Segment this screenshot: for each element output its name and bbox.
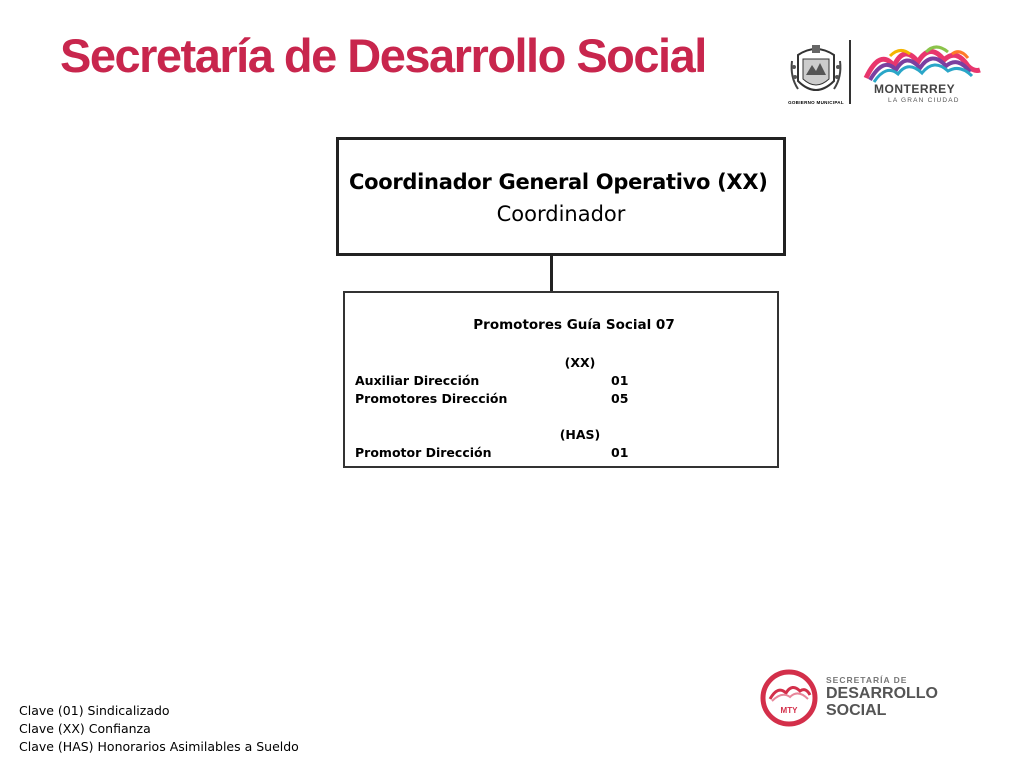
seal-caption: GOBIERNO MUNICIPAL — [788, 100, 844, 105]
org-connector-line — [550, 256, 553, 291]
org-node-child — [343, 291, 779, 468]
position-name: Promotores Dirección — [355, 391, 508, 406]
header-logos — [788, 38, 984, 110]
footer-logo-line1: SECRETARÍA DE — [826, 675, 908, 685]
logo-divider — [849, 40, 851, 104]
root-subtitle-text: Coordinador — [496, 202, 626, 226]
monterrey-mountains-icon — [860, 40, 982, 84]
legend-item: Clave (HAS) Honorarios Asimilables a Sueldo — [19, 739, 299, 754]
mty-circle-icon — [760, 669, 818, 727]
position-count: 01 — [611, 445, 629, 460]
group-label-has: (HAS) — [559, 427, 601, 442]
position-name: Auxiliar Dirección — [355, 373, 480, 388]
legend — [19, 702, 299, 756]
child-title: Promotores Guía Social 07 — [473, 317, 675, 333]
page-title: Secretaría de Desarrollo Social — [60, 29, 706, 82]
root-subtitle — [339, 202, 783, 226]
municipal-seal-icon — [788, 38, 844, 106]
position-count: 05 — [611, 391, 629, 406]
footer-logo — [760, 667, 960, 729]
city-tagline: LA GRAN CIUDAD — [888, 97, 960, 104]
footer-logo-line3: SOCIAL — [826, 702, 887, 719]
legend-item: Clave (01) Sindicalizado — [19, 703, 170, 718]
legend-item: Clave (XX) Confianza — [19, 721, 151, 736]
city-name: MONTERREY — [874, 82, 956, 96]
position-count: 01 — [611, 373, 629, 388]
circle-text: MTY — [780, 706, 798, 715]
position-name: Promotor Dirección — [355, 445, 492, 460]
footer-logo-line2: DESARROLLO — [826, 685, 938, 702]
group-label-xx: (XX) — [564, 355, 596, 370]
org-node-root — [336, 137, 786, 256]
root-title: Coordinador General Operativo (XX) — [349, 170, 768, 194]
